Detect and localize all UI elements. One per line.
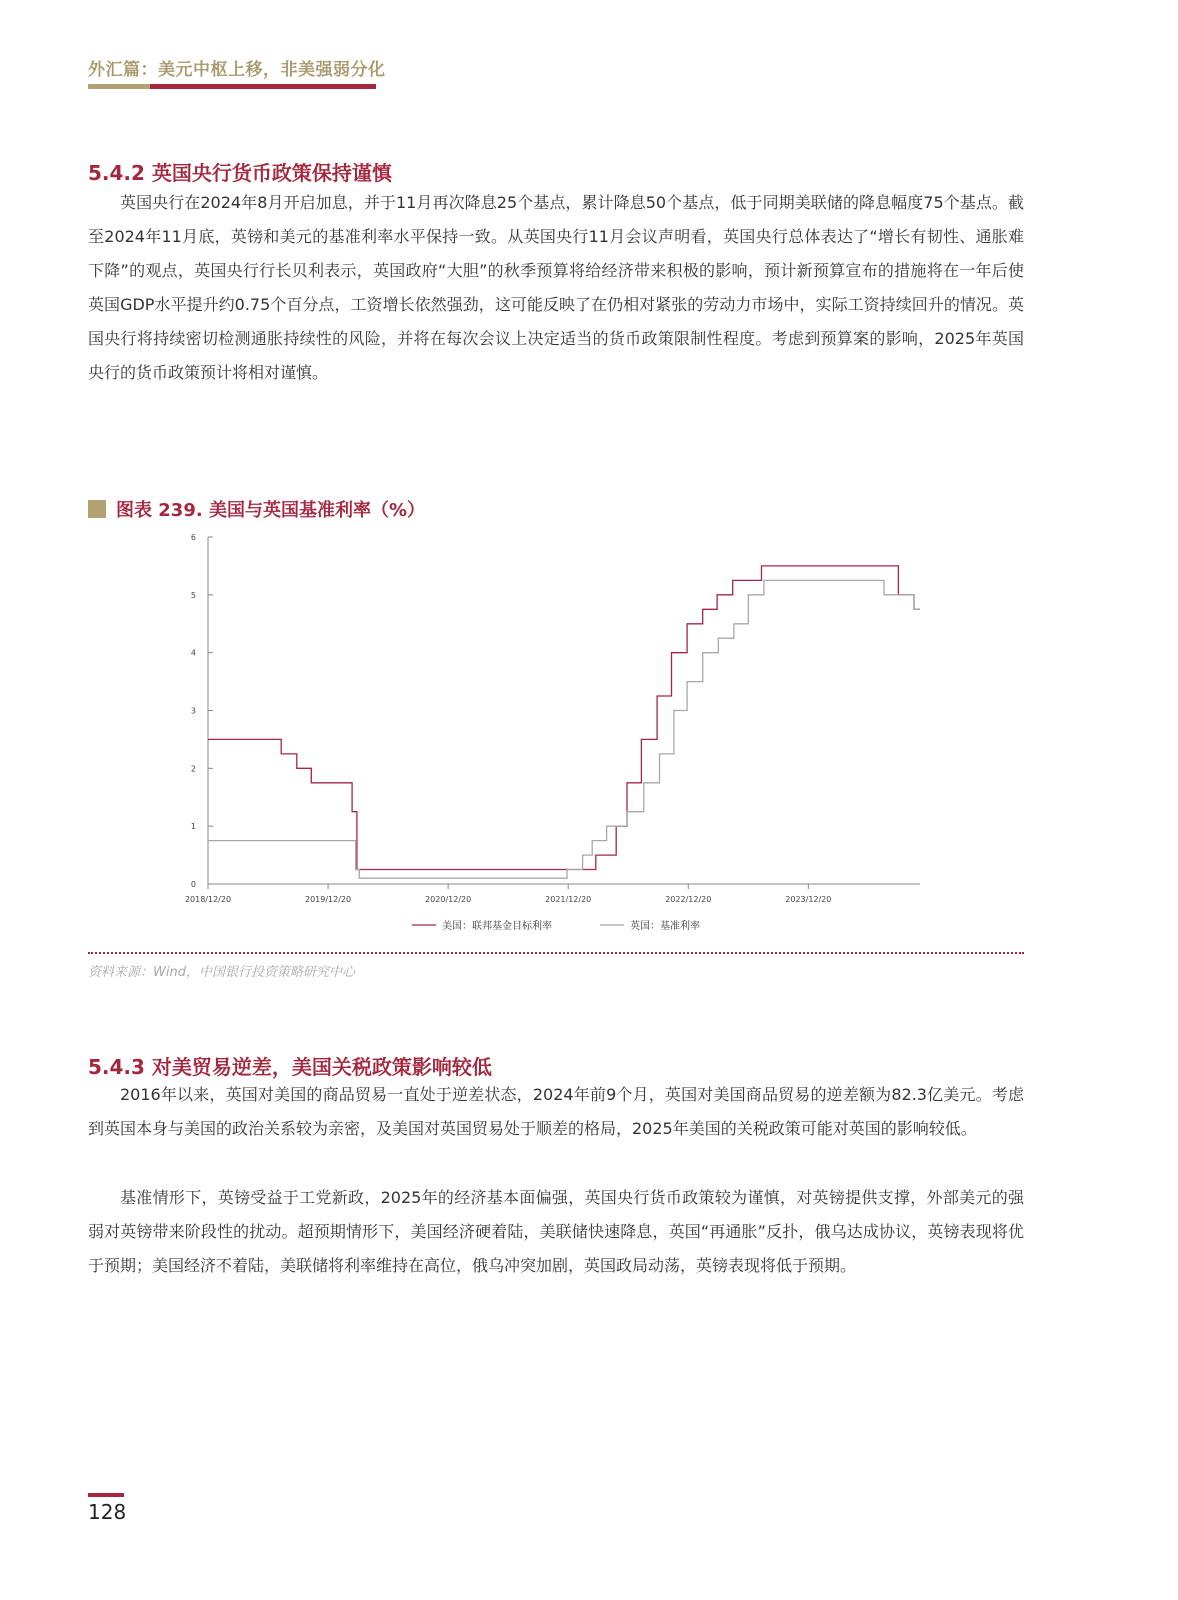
y-tick-label: 5 [190,590,196,600]
y-tick-label: 3 [190,706,196,716]
figure-dotted-divider [88,952,1024,954]
y-tick-label: 2 [190,764,196,774]
y-tick-label: 6 [190,533,196,542]
section-heading-5-4-2: 5.4.2 英国央行货币政策保持谨慎 [88,161,392,185]
figure-title-text: 图表 239. 美国与英国基准利率（%） [116,500,425,521]
header-rule-red [150,84,376,89]
header-rule-gold [88,84,150,89]
us-fed-funds-rate-line [208,566,920,870]
uk-bank-rate-line [208,580,920,878]
x-tick-label: 2023/12/20 [785,895,832,904]
x-tick-label: 2020/12/20 [425,895,472,904]
section-5-4-3-paragraph-1: 2016年以来，英国对美国的商品贸易一直处于逆差状态，2024年前9个月，英国对美国商品贸易的逆差额为82.3亿美元。考虑到英国本身与美国的政治关系较为亲密，及美国对英国贸易处于顺差的格局，2025年美国的关税政策可能对英国的影响较低。 [88,1085,1024,1138]
running-header-title: 外汇篇：美元中枢上移，非美强弱分化 [88,60,386,80]
page-number-rule [88,1493,124,1497]
figure-title [88,496,425,522]
x-tick-label: 2021/12/20 [545,895,592,904]
x-tick-label: 2018/12/20 [184,895,232,904]
y-tick-label: 1 [190,822,196,832]
figure-source-note: 资料来源：Wind，中国银行投资策略研究中心 [88,965,355,980]
legend-label-uk: 英国：基准利率 [630,921,700,932]
section-5-4-3-paragraph-2: 基准情形下，英镑受益于工党新政，2025年的经济基本面偏强，英国央行货币政策较为谨慎，对英镑提供支撑，外部美元的强弱对英镑带来阶段性的扰动。超预期情形下，美国经济硬着陆，美联储快速降息，英国“再通胀”反扑，俄乌达成协议，英镑表现将优于预期；美国经济不着陆，美联储将利率维持在高位，俄乌冲突加剧，英国政局动荡，英镑表现将低于预期。 [88,1188,1024,1275]
section-heading-5-4-3: 5.4.3 对美贸易逆差，美国关税政策影响较低 [88,1055,492,1079]
page-number: 128 [88,1500,127,1524]
legend-label-us: 美国：联邦基金目标利率 [442,921,552,932]
y-tick-label: 0 [190,880,196,889]
section-5-4-2-paragraph: 英国央行在2024年8月开启加息，并于11月再次降息25个基点，累计降息50个基点，低于同期美联储的降息幅度75个基点。截至2024年11月底，英镑和美元的基准利率水平保持一致。从英国央行11月会议声明看，英国央行总体表达了“增长有韧性、通胀难下降”的观点，英国央行行长贝利表示，英国政府“大胆”的秋季预算将给经济带来积极的影响，预计新预算宣布的措施将在一年后使英国GDP水平提升约0.75个百分点，工资增长依然强劲，这可能反映了在仍相对紧张的劳动力市场中，实际工资持续回升的情况。英国央行将持续密切检测通胀持续性的风险，并将在每次会议上决定适当的货币政策限制性程度。考虑到预算案的影响，2025年英国央行的货币政策预计将相对谨慎。 [88,193,1024,382]
rate-line-chart [180,528,940,940]
figure-marker-square [88,500,106,518]
x-tick-label: 2022/12/20 [665,895,712,904]
y-tick-label: 4 [190,648,196,658]
x-tick-label: 2019/12/20 [305,895,352,904]
